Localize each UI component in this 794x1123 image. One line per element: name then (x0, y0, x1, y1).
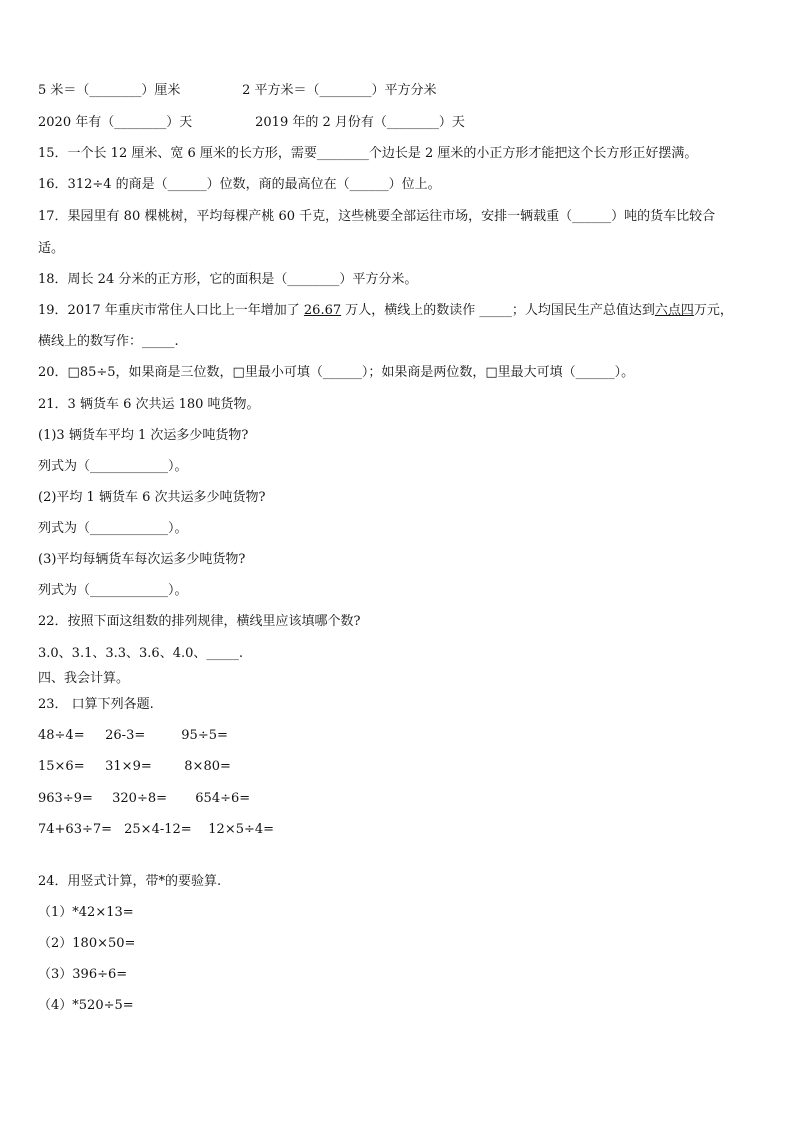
question-20: 20．□85÷5，如果商是三位数，□里最小可填（______）；如果商是两位数，□里最大可填（______）。 (38, 365, 635, 380)
question-24-item-1: （1）*42×13= (38, 905, 134, 920)
question-16: 16．312÷4 的商是（______）位数，商的最高位在（______）位上。 (38, 177, 441, 192)
calc-item: 8×80= (184, 759, 231, 774)
question-19-text-middle: 万人，横线上的数读作 _____；人均国民生产总值达到 (341, 303, 655, 318)
calc-item: 25×4-12= (124, 822, 192, 837)
question-19-underlined-words: 六点四 (654, 303, 694, 318)
question-21-part-1-answer: 列式为（____________）。 (38, 459, 188, 474)
question-21-part-2: (2)平均 1 辆货车 6 次共运多少吨货物? (38, 490, 266, 505)
calc-item: 12×5÷4= (208, 822, 275, 837)
question-24-item-2: （2）180×50= (38, 936, 136, 951)
calc-item: 48÷4= (38, 728, 85, 743)
question-21: 21．3 辆货车 6 次共运 180 吨货物。 (38, 397, 260, 412)
mental-calc-row-4 (38, 821, 274, 839)
question-19-continued: 横线上的数写作：_____. (38, 334, 179, 349)
question-19-text-start: 19．2017 年重庆市常住人口比上一年增加了 (38, 303, 304, 318)
question-23: 23． 口算下列各题. (38, 697, 154, 712)
question-21-part-2-answer: 列式为（____________）。 (38, 521, 188, 536)
question-24: 24．用竖式计算，带*的要验算. (38, 874, 222, 889)
unit-conversion-row-2 (38, 114, 465, 132)
calc-item: 963÷9= (38, 791, 93, 806)
question-19-underlined-number: 26.67 (303, 303, 342, 318)
question-21-part-3-answer: 列式为（____________）。 (38, 583, 188, 598)
days-in-2020: 2020 年有（________）天 (38, 115, 193, 130)
question-18: 18．周长 24 分米的正方形，它的面积是（________）平方分米。 (38, 272, 418, 287)
question-22-sequence: 3.0、3.1、3.3、3.6、4.0、_____. (38, 646, 244, 661)
mental-calc-row-3 (38, 790, 250, 808)
question-15: 15．一个长 12 厘米、宽 6 厘米的长方形，需要________个边长是 2 厘米的小正方形才能把这个长方形正好摆满。 (38, 146, 698, 161)
calc-item: 31×9= (105, 759, 152, 774)
question-17-continued: 适。 (38, 241, 65, 256)
calc-item: 654÷6= (195, 791, 251, 806)
question-19-text-end: 万元， (693, 303, 733, 318)
calc-item: 74+63÷7= (38, 822, 113, 837)
question-21-part-3: (3)平均每辆货车每次运多少吨货物? (38, 552, 246, 567)
unit-conversion-row-1 (38, 82, 437, 100)
calc-item: 15×6= (38, 759, 85, 774)
question-17: 17．果园里有 80 棵桃树，平均每棵产桃 60 千克，这些桃要全部运往市场，安排一辆载重（______）吨的货车比较合 (38, 209, 716, 224)
calc-item: 95÷5= (181, 728, 228, 743)
conversion-sqm-to-sqdm: 2 平方米＝（________）平方分米 (242, 83, 437, 98)
mental-calc-row-2 (38, 758, 231, 776)
calc-item: 26-3= (105, 728, 146, 743)
question-22: 22．按照下面这组数的排列规律，横线里应该填哪个数? (38, 614, 361, 629)
days-in-feb-2019: 2019 年的 2 月份有（________）天 (255, 115, 465, 130)
question-19 (38, 302, 733, 320)
question-24-item-3: （3）396÷6= (38, 967, 128, 982)
conversion-meter-to-cm: 5 米＝（________）厘米 (38, 83, 181, 98)
calc-item: 320÷8= (112, 791, 168, 806)
question-21-part-1: (1)3 辆货车平均 1 次运多少吨货物? (38, 428, 249, 443)
section-4-heading: 四、我会计算。 (38, 671, 130, 686)
question-24-item-4: （4）*520÷5= (38, 998, 134, 1013)
mental-calc-row-1 (38, 727, 228, 745)
